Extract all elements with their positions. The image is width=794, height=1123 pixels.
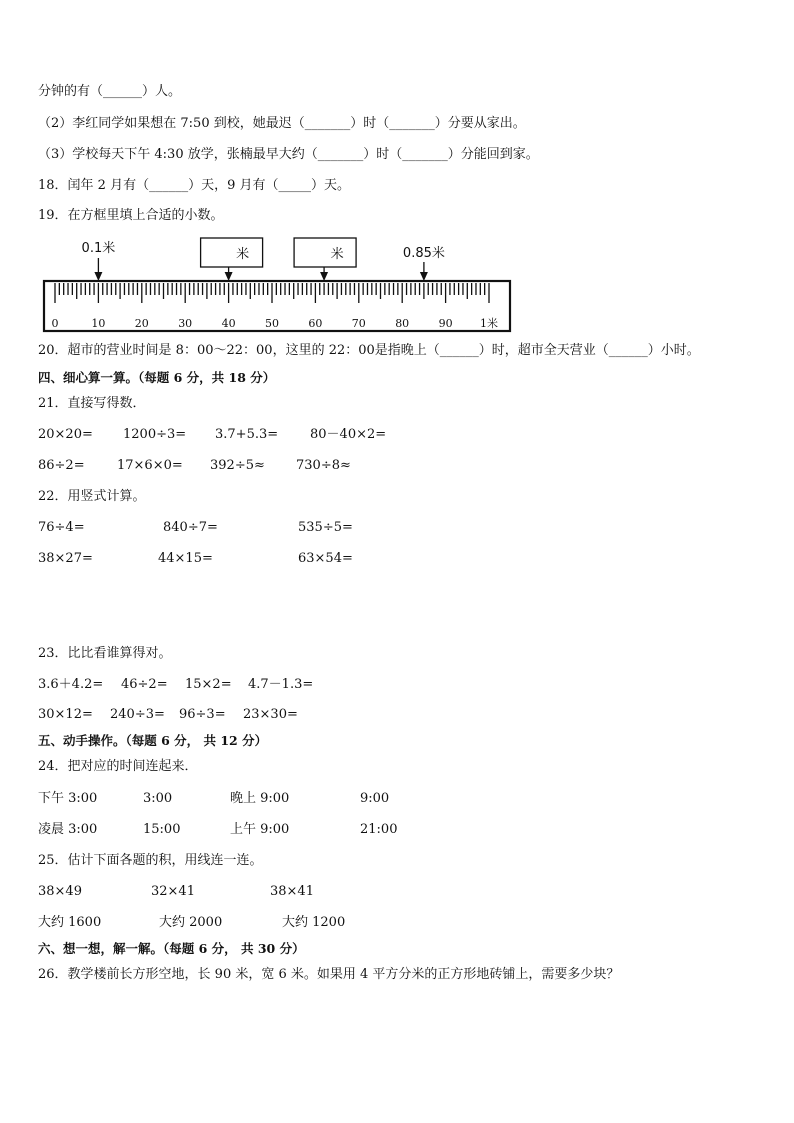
q17-continuation: 分钟的有（______）人。 — [38, 84, 182, 99]
q24-item: 15:00 — [143, 822, 181, 837]
q21-item: 3.7+5.3= — [215, 427, 279, 442]
q21-item: 392÷5≈ — [210, 458, 265, 473]
question-18: 18．闰年 2 月有（______）天，9 月有（_____）天。 — [38, 178, 350, 193]
q23-item: 240÷3= — [110, 707, 165, 722]
arrow-box-2-arrowhead — [320, 272, 328, 281]
q23-item: 96÷3= — [179, 707, 226, 722]
q17-part3: （3）学校每天下午 4:30 放学，张楠最早大约（_______）时（_______）分能回到家。 — [38, 147, 539, 162]
ruler-figure — [40, 236, 514, 336]
ruler-tick-label: 60 — [308, 317, 323, 330]
ruler-tick-label: 10 — [91, 317, 106, 330]
q23-item: 3.6＋4.2= — [38, 677, 104, 692]
q24-item: 凌晨 3:00 — [38, 822, 98, 837]
q24-item: 下午 3:00 — [38, 791, 98, 806]
ruler-tick-label: 0 — [51, 317, 59, 330]
q24-item: 3:00 — [143, 791, 173, 806]
q24-item: 晚上 9:00 — [230, 791, 290, 806]
ruler-label-left: 0.1米 — [81, 241, 116, 256]
ruler-tick-label: 70 — [351, 317, 366, 330]
q21-item: 80－40×2= — [310, 427, 387, 442]
question-19: 19．在方框里填上合适的小数。 — [38, 208, 224, 223]
ruler-annotations — [82, 238, 445, 281]
q22-item: 535÷5= — [298, 520, 353, 535]
q23-item: 46÷2= — [121, 677, 168, 692]
q25-item: 大约 2000 — [159, 915, 223, 930]
q22-item: 63×54= — [298, 551, 353, 566]
q23-item: 23×30= — [243, 707, 298, 722]
q25-item: 32×41 — [151, 884, 195, 899]
answer-box-1 — [201, 238, 263, 267]
answer-box-2-unit: 米 — [330, 247, 344, 262]
q22-item: 76÷4= — [38, 520, 85, 535]
question-23: 23．比比看谁算得对。 — [38, 646, 172, 661]
ruler-tick-label: 50 — [265, 317, 279, 330]
q21-item: 20×20= — [38, 427, 93, 442]
q24-item: 21:00 — [360, 822, 398, 837]
ruler-tick-label: 1米 — [480, 317, 498, 330]
question-24: 24．把对应的时间连起来． — [38, 759, 198, 774]
section-6-heading: 六、想一想，解一解。（每题 6 分， 共 30 分） — [38, 941, 305, 956]
question-26: 26．教学楼前长方形空地，长 90 米，宽 6 米。如果用 4 平方分米的正方形地砖铺上，需要多少块？ — [38, 967, 620, 982]
ruler-tick-label: 30 — [178, 317, 193, 330]
ruler-tick-label: 40 — [221, 317, 236, 330]
q21-item: 1200÷3= — [123, 427, 187, 442]
q21-item: 86÷2= — [38, 458, 85, 473]
ruler-label-right: 0.85米 — [402, 246, 445, 261]
q22-item: 44×15= — [158, 551, 213, 566]
q21-item: 730÷8≈ — [296, 458, 351, 473]
q25-item: 大约 1600 — [38, 915, 102, 930]
q24-item: 上午 9:00 — [230, 822, 290, 837]
q21-item: 17×6×0= — [117, 458, 183, 473]
q23-item: 15×2= — [185, 677, 232, 692]
q22-item: 840÷7= — [163, 520, 218, 535]
q25-item: 38×49 — [38, 884, 82, 899]
arrow-right-arrowhead — [420, 272, 428, 281]
q23-item: 4.7－1.3= — [248, 677, 314, 692]
ruler-tick-label: 90 — [438, 317, 453, 330]
q25-item: 大约 1200 — [282, 915, 346, 930]
q25-item: 38×41 — [270, 884, 314, 899]
question-22: 22．用竖式计算。 — [38, 489, 146, 504]
question-25: 25．估计下面各题的积，用线连一连。 — [38, 853, 263, 868]
answer-box-2 — [294, 238, 356, 267]
q23-item: 30×12= — [38, 707, 93, 722]
section-4-heading: 四、细心算一算。（每题 6 分，共 18 分） — [38, 370, 276, 385]
q22-item: 38×27= — [38, 551, 93, 566]
answer-box-1-unit: 米 — [236, 247, 250, 262]
ruler-tick-label: 80 — [395, 317, 410, 330]
ruler-tick-label: 20 — [134, 317, 149, 330]
section-5-heading: 五、动手操作。（每题 6 分， 共 12 分） — [38, 733, 268, 748]
question-21: 21．直接写得数． — [38, 396, 146, 411]
question-20: 20．超市的营业时间是 8：00～22：00，这里的 22：00是指晚上（______）时，超市全天营业（______）小时。 — [38, 343, 700, 358]
arrow-box-1-arrowhead — [225, 272, 233, 281]
arrow-left-arrowhead — [94, 272, 102, 281]
q17-part2: （2）李红同学如果想在 7:50 到校，她最迟（_______）时（_______）分要从家出。 — [38, 116, 526, 131]
q24-item: 9:00 — [360, 791, 390, 806]
